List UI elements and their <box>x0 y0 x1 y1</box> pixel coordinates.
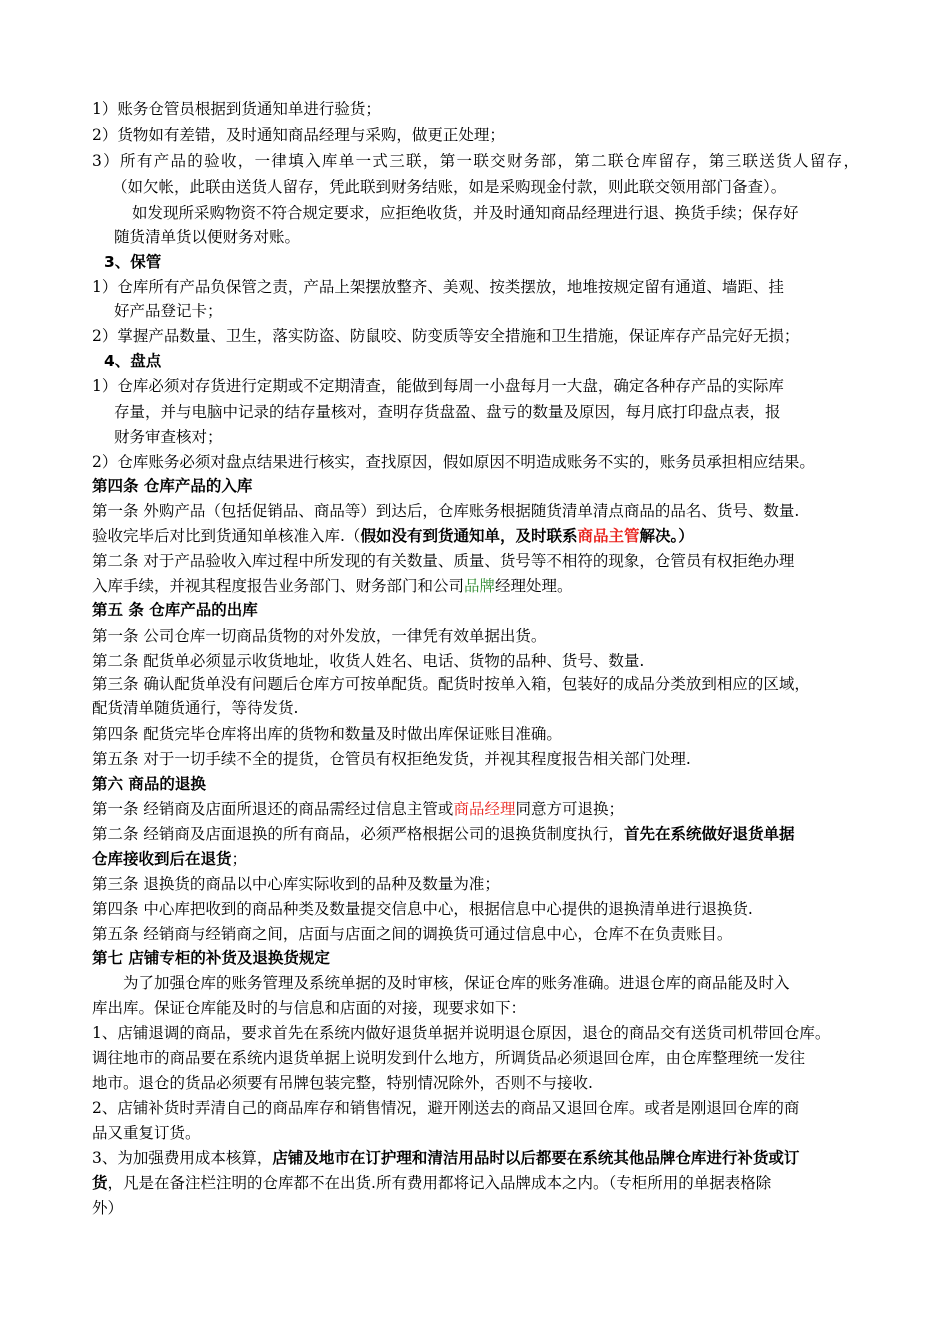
text-line <box>92 847 247 871</box>
text-line: 第三条 退换货的商品以中心库实际收到的品种及数量为准； <box>92 875 500 893</box>
text-line: 3）所有产品的验收，一律填入库单一式三联，第一联交财务部，第二联仓库留存，第三联送货人留存， <box>92 152 859 170</box>
text-line: 2、店铺补货时弄清自己的商品库存和销售情况，避开刚送去的商品又退回仓库。或者是刚退回仓库的商 <box>92 1099 800 1117</box>
text-line: 好产品登记卡； <box>114 302 223 320</box>
text-line: 为了加强仓库的账务管理及系统单据的及时审核，保证仓库的账务准确。进退仓库的商品能及时入 <box>123 974 790 992</box>
text-line: 2）货物如有差错，及时通知商品经理与采购，做更正处理； <box>92 126 505 144</box>
text-line: 第一条 公司仓库一切商品货物的对外发放，一律凭有效单据出货。 <box>92 627 547 645</box>
text-line: 第一条 外购产品（包括促销品、商品等）到达后，仓库账务根据随货清单清点商品的品名、货号、数量. <box>92 502 800 520</box>
text-line: 库出库。保证仓库能及时的与信息和店面的对接，现要求如下： <box>92 999 527 1017</box>
text-line: 地市。退仓的货品必须要有吊牌包装完整，特别情况除外，否则不与接收. <box>92 1074 593 1092</box>
text-line <box>92 524 694 548</box>
text-run: ，凡是在备注栏注明的仓库都不在出货.所有费用都将记入品牌成本之内。（专柜所用的单据表格除 <box>107 1174 772 1192</box>
text-line: 1、店铺退调的商品，要求首先在系统内做好退货单据并说明退仓原因，退仓的商品交有送货司机带回仓库。 <box>92 1024 831 1042</box>
text-run: 同意方可退换； <box>515 800 624 818</box>
text-run: 第二条 经销商及店面退换的所有商品，必须严格根据公司的退换货制度执行， <box>92 825 624 843</box>
text-line: 配货清单随货通行，等待发货. <box>92 699 299 717</box>
green-highlight-run: 品牌 <box>464 577 496 595</box>
text-line: 1）账务仓管员根据到货通知单进行验货； <box>92 100 381 118</box>
text-line: 品又重复订货。 <box>92 1124 201 1142</box>
bold-text-run: 首先在系统做好退货单据 <box>623 825 795 843</box>
text-line: 如发现所采购物资不符合规定要求，应拒绝收货，并及时通知商品经理进行退、换货手续；保存好 <box>132 204 799 222</box>
text-line: 第四条 中心库把收到的商品种类及数量提交信息中心，根据信息中心提供的退换清单进行退换货. <box>92 900 753 918</box>
text-run: 验收完毕后对比到货通知单核准入库.（ <box>92 527 361 545</box>
text-run: 入库手续，并视其程度报告业务部门、财务部门和公司 <box>92 577 465 595</box>
text-line: 1）仓库必须对存货进行定期或不定期清查，能做到每周一小盘每月一大盘，确定各种存产品的实际库 <box>92 377 784 395</box>
text-line: 第五条 对于一切手续不全的提货，仓管员有权拒绝发货，并视其程度报告相关部门处理. <box>92 750 691 768</box>
text-line: 调往地市的商品要在系统内退货单据上说明发到什么地方，所调货品必须退回仓库，由仓库整理统一发往 <box>92 1049 806 1067</box>
red-highlight-run: 商品经理 <box>453 800 516 818</box>
text-line <box>92 822 794 846</box>
article-heading: 第四条 仓库产品的入库 <box>92 477 253 495</box>
article-heading: 第六 商品的退换 <box>92 775 206 793</box>
text-line <box>92 1171 771 1195</box>
article-heading: 第七 店铺专柜的补货及退换货规定 <box>92 949 330 967</box>
bold-text-run: 仓库接收到后在退货 <box>92 850 232 868</box>
bold-text-run: 店铺及地市在订护理和清洁用品时以后都要在系统其他品牌仓库进行补货或订 <box>272 1149 800 1167</box>
text-line: 第五条 经销商与经销商之间，店面与店面之间的调换货可通过信息中心，仓库不在负责账目。 <box>92 925 733 943</box>
text-line: 2）掌握产品数量、卫生，落实防盗、防鼠咬、防变质等安全措施和卫生措施，保证库存产品完好无损； <box>92 327 800 345</box>
text-run: ； <box>231 850 248 868</box>
text-line: 2）仓库账务必须对盘点结果进行核实，查找原因，假如原因不明造成账务不实的，账务员承担相应结果。 <box>92 453 815 471</box>
red-highlight-run: 商品主管 <box>577 527 640 545</box>
section-heading: 3、保管 <box>104 253 162 271</box>
text-line <box>92 574 573 598</box>
text-line: 第四条 配货完毕仓库将出库的货物和数量及时做出库保证账目准确。 <box>92 725 562 743</box>
text-run: 经理处理。 <box>495 577 573 595</box>
bold-text-run: 假如没有到货通知单，及时联系 <box>360 527 578 545</box>
text-run: 第一条 经销商及店面所退还的商品需经过信息主管或 <box>92 800 454 818</box>
text-run: 3、为加强费用成本核算， <box>92 1149 273 1167</box>
text-line: 第二条 对于产品验收入库过程中所发现的有关数量、质量、货号等不相符的现象，仓管员有权拒绝办理 <box>92 552 795 570</box>
section-heading: 4、盘点 <box>104 352 162 370</box>
bold-text-run: 解决。） <box>639 527 694 545</box>
text-line: 第二条 配货单必须显示收货地址，收货人姓名、电话、货物的品种、货号、数量. <box>92 652 645 670</box>
text-line: 随货清单货以便财务对账。 <box>114 228 301 246</box>
text-line: （如欠帐，此联由送货人留存，凭此联到财务结账，如是采购现金付款，则此联交领用部门备查）。 <box>112 178 787 196</box>
text-line <box>92 1146 799 1170</box>
text-line: 财务审查核对； <box>114 428 223 446</box>
text-line <box>92 797 624 821</box>
bold-text-run: 货 <box>92 1174 108 1192</box>
article-heading: 第五 条 仓库产品的出库 <box>92 601 258 619</box>
text-line: 存量，并与电脑中记录的结存量核对，查明存货盘盈、盘亏的数量及原因，每月底打印盘点表，报 <box>114 403 781 421</box>
text-line: 外） <box>92 1199 124 1217</box>
text-line: 第三条 确认配货单没有问题后仓库方可按单配货。配货时按单入箱，包装好的成品分类放到相应的区域， <box>92 675 810 693</box>
text-line: 1）仓库所有产品负保管之责，产品上架摆放整齐、美观、按类摆放，地堆按规定留有通道、墙距、挂 <box>92 278 784 296</box>
